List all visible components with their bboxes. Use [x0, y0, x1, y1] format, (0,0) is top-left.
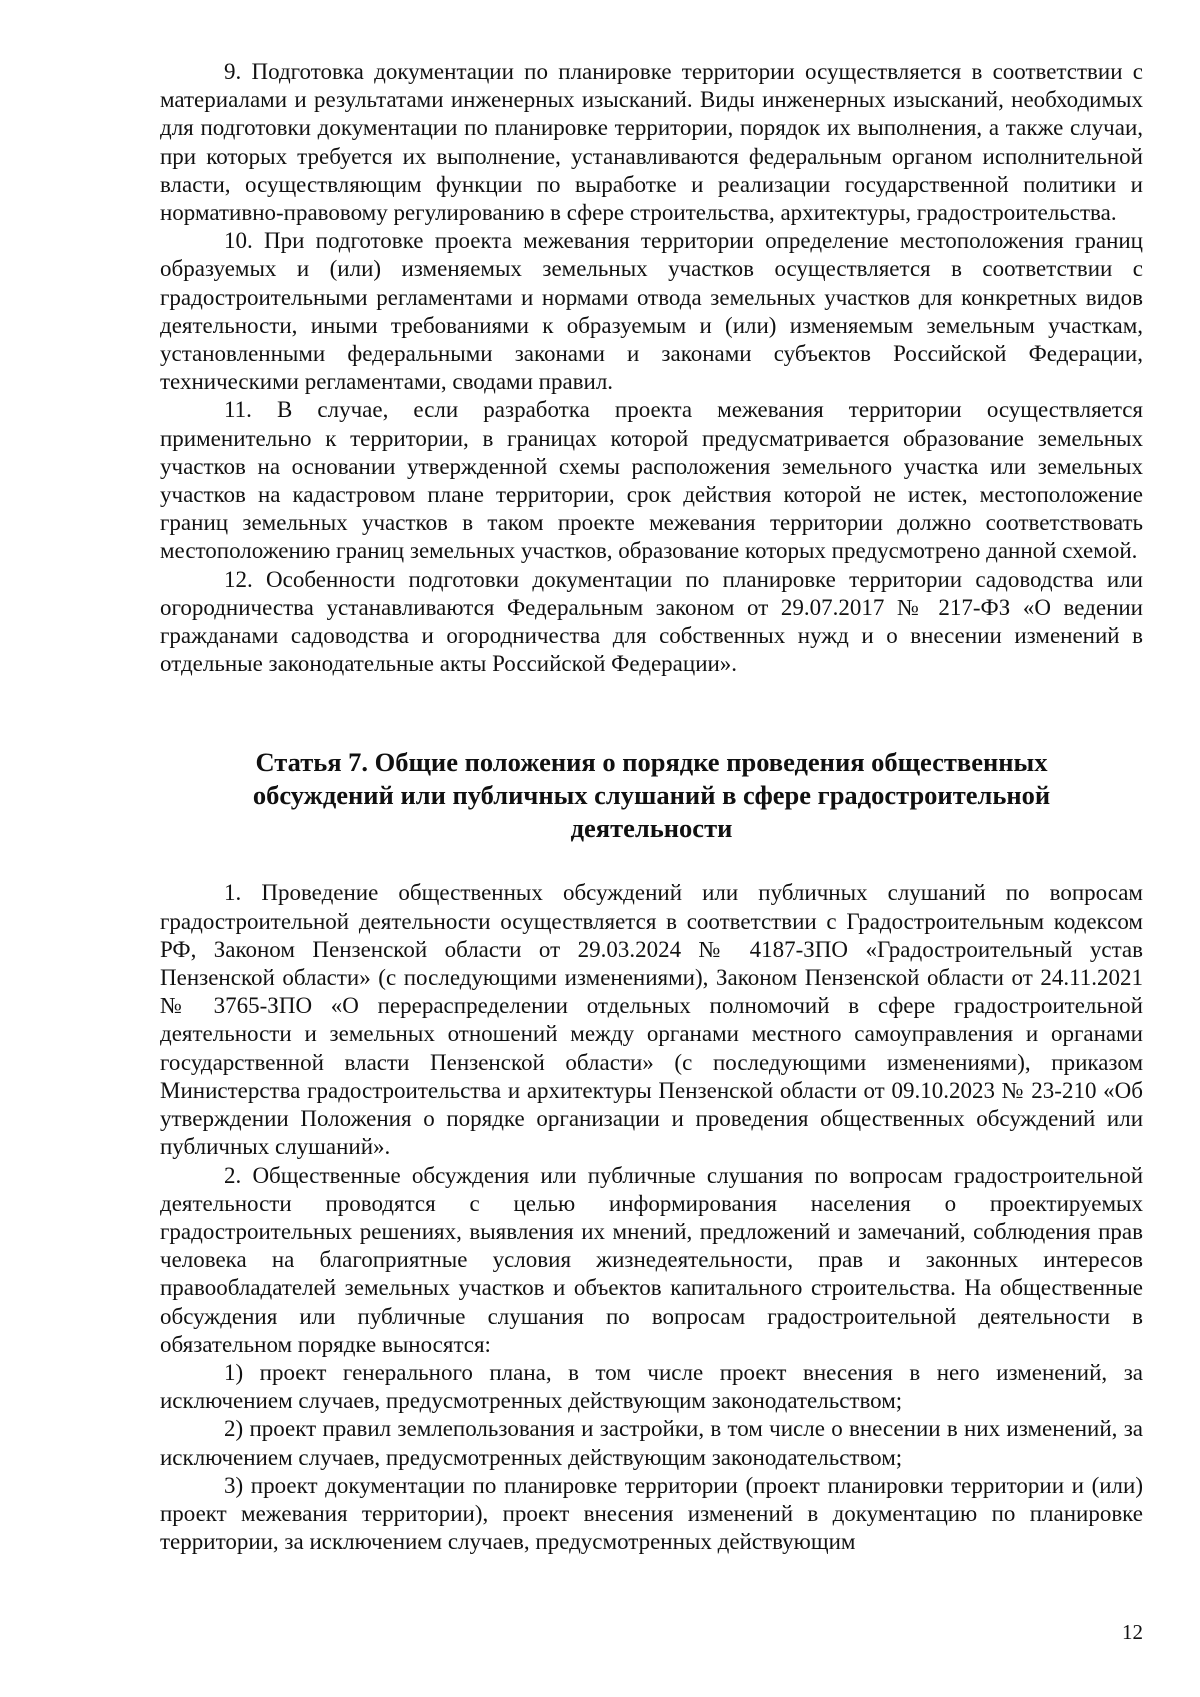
paragraph-10: 10. При подготовке проекта межевания территории определение местоположения границ образуемых и (или) изменяемых земельных участков осуществляется в соответствии с градостроительными регламентами и нормами отвода земельных участков для конкретных видов деятельности, иными требованиями к образуемым и (или) изменяемым земельным участкам, установленными федеральными законами и законами субъектов Российской Федерации, техническими регламентами, сводами правил. — [160, 228, 1143, 395]
list-item-3: 3) проект документации по планировке территории (проект планировки территории и (или) проект межевания территории), проект внесения изменений в документацию по планировке территории, за исключением случаев, предусмотренных действующим — [160, 1472, 1143, 1555]
list-item-1: 1) проект генерального плана, в том числе проект внесения в него изменений, за исключением случаев, предусмотренных действующим законодательством; — [160, 1359, 1143, 1414]
page-number: 12 — [1122, 1620, 1143, 1644]
article-7-paragraph-2: 2. Общественные обсуждения или публичные слушания по вопросам градостроительной деятельности проводятся с целью информирования населения о проектируемых градостроительных решениях, выявления их мнений, предложений и замечаний, соблюдения прав человека на благоприятные условия жизнедеятельности, прав и законных интересов правообладателей земельных участков и объектов капитального строительства. На общественные обсуждения или публичные слушания по вопросам градостроительной деятельности в обязательном порядке выносятся: — [160, 1162, 1143, 1357]
document-body — [160, 58, 1143, 1556]
article-7-heading: Статья 7. Общие положения о порядке проведения общественных обсуждений или публичных слушаний в сфере градостроительной деятельности — [252, 747, 1051, 844]
paragraph-9: 9. Подготовка документации по планировке территории осуществляется в соответствии с материалами и результатами инженерных изысканий. Виды инженерных изысканий, необходимых для подготовки документации по планировке территории, порядок их выполнения, а также случаи, при которых требуется их выполнение, устанавливаются федеральным органом исполнительной власти, осуществляющим функции по выработке и реализации государственной политики и нормативно-правовому регулированию в сфере строительства, архитектуры, градостроительства. — [160, 59, 1143, 226]
paragraph-12: 12. Особенности подготовки документации по планировке территории садоводства или огородничества устанавливаются Федеральным законом от 29.07.2017 № 217-ФЗ «О ведении гражданами садоводства и огородничества для собственных нужд и о внесении изменений в отдельные законодательные акты Российской Федерации». — [160, 566, 1143, 677]
article-7-paragraph-1: 1. Проведение общественных обсуждений или публичных слушаний по вопросам градостроительной деятельности осуществляется в соответствии с Градостроительным кодексом РФ, Законом Пензенской области от 29.03.2024 № 4187-ЗПО «Градостроительный устав Пензенской области» (с последующими изменениями), Законом Пензенской области от 24.11.2021 № 3765-ЗПО «О перераспределении отдельных полномочий в сфере градостроительной деятельности и земельных отношений между органами местного самоуправления и органами государственной власти Пензенской области» (с последующими изменениями), приказом Министерства градостроительства и архитектуры Пензенской области от 09.10.2023 № 23-210 «Об утверждении Положения о порядке организации и проведения общественных обсуждений или публичных слушаний». — [160, 880, 1143, 1160]
list-item-2: 2) проект правил землепользования и застройки, в том числе о внесении в них изменений, за исключением случаев, предусмотренных действующим законодательством; — [160, 1416, 1143, 1470]
paragraph-11: 11. В случае, если разработка проекта межевания территории осуществляется применительно к территории, в границах которой предусматривается образование земельных участков на основании утвержденной схемы расположения земельного участка или земельных участков на кадастровом плане территории, срок действия которой не истек, местоположение границ земельных участков в таком проекте межевания территории должно соответствовать местоположению границ земельных участков, образование которых предусмотрено данной схемой. — [160, 397, 1143, 564]
